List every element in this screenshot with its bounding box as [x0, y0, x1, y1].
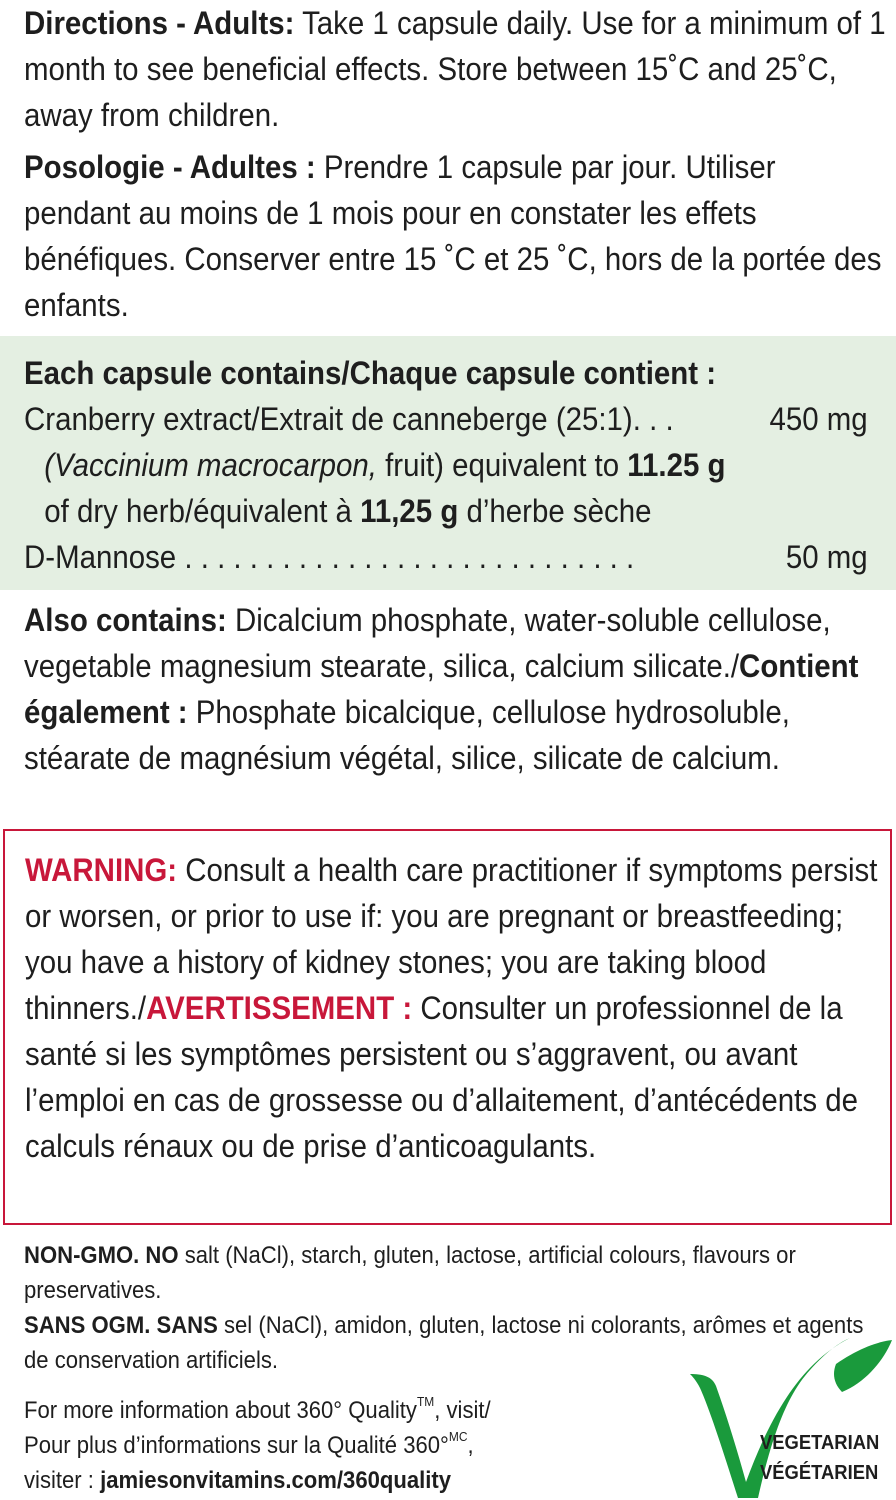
non-gmo-en-text: salt (NaCl), starch, gluten, lactose, artificial colours, flavours or preservatives. — [24, 1242, 796, 1304]
marque-de-commerce-mark: MC — [448, 1429, 468, 1444]
also-contains-section — [0, 597, 896, 781]
more-info-text-1: For more information about 360° Quality — [24, 1397, 417, 1424]
mannose-row — [24, 534, 868, 580]
directions-fr-label: Posologie - Adultes : — [24, 149, 316, 185]
mannose-label: D-Mannose . . . . . . . . . . . . . . . . . . . . . . . . . . . . — [24, 539, 635, 575]
cranberry-amount: 450 mg — [769, 401, 868, 437]
directions-en-label: Directions - Adults: — [24, 5, 295, 41]
non-gmo-en — [24, 1238, 889, 1308]
warning-fr-text: Consulter un professionnel de la santé si les symptômes persistent ou s’aggravent, ou avant l’emploi en cas de grossesse ou d’allaitement, d’antécédents de calculs rénaux ou de prise d’anticoagulants. — [25, 990, 859, 1164]
more-info-text-2b: , — [467, 1432, 474, 1459]
warning-fr-label: AVERTISSEMENT : — [146, 990, 413, 1026]
equiv-en-text: fruit) equivalent to — [376, 447, 628, 483]
also-en-text: Dicalcium phosphate, water-soluble cellulose, vegetable magnesium stearate, silica, calcium silicate./ — [24, 602, 831, 684]
vegetarian-en: VEGETARIAN — [760, 1432, 880, 1454]
website-link[interactable]: jamiesonvitamins.com/360quality — [100, 1467, 452, 1494]
equiv-en-amount: 11.25 g — [627, 447, 726, 483]
contents-heading-text: Each capsule contains/Chaque capsule contient : — [24, 355, 717, 391]
warning-en-text: Consult a health care practitioner if symptoms persist or worsen, or prior to use if: you are pregnant or breastfeeding; you have a history of kidney stones; you are taking blood thinners./ — [25, 852, 878, 1026]
non-gmo-en-label: NON-GMO. NO — [24, 1242, 179, 1269]
vegetarian-label — [760, 1428, 879, 1488]
cranberry-row — [24, 396, 868, 442]
more-info-text-3: visiter : — [24, 1467, 101, 1494]
equiv-fr-amount: 11,25 g — [360, 493, 459, 529]
cranberry-latin-row — [24, 442, 868, 488]
directions-fr-text: Prendre 1 capsule par jour. Utiliser pendant au moins de 1 mois pour en constater les effets bénéfiques. Conserver entre 15 ˚C et 25 ˚C, hors de la portée des enfants. — [24, 149, 882, 323]
mannose-amount: 50 mg — [785, 539, 868, 575]
trademark-mark: TM — [416, 1394, 435, 1409]
equiv-fr-suffix: d’herbe sèche — [458, 493, 652, 529]
non-gmo-fr-label: SANS OGM. SANS — [24, 1312, 218, 1339]
directions-fr — [24, 144, 889, 328]
cranberry-label: Cranberry extract/Extrait de canneberge (25:1). . . — [24, 401, 674, 437]
leaf-tip-shape — [834, 1340, 892, 1392]
also-fr-label: Contient également : — [24, 648, 859, 730]
more-info-text-1b: , visit/ — [434, 1397, 491, 1424]
warning-box — [3, 829, 892, 1225]
directions-en-text: Take 1 capsule daily. Use for a minimum of 1 month to see beneficial effects. Store between 15˚C and 25˚C, away from children. — [24, 5, 886, 133]
warning-en-label: WARNING: — [25, 852, 178, 888]
contents-heading — [24, 350, 868, 396]
also-en-label: Also contains: — [24, 602, 227, 638]
latin-name: (Vaccinium macrocarpon, — [44, 447, 377, 483]
more-info-text-2: Pour plus d’informations sur la Qualité 360° — [24, 1432, 449, 1459]
cranberry-equiv-row — [24, 488, 868, 534]
also-fr-text: Phosphate bicalcique, cellulose hydrosoluble, stéarate de magnésium végétal, silice, silicate de calcium. — [24, 694, 790, 776]
non-gmo-fr-text: sel (NaCl), amidon, gluten, lactose ni colorants, arômes et agents de conservation artificiels. — [24, 1312, 864, 1374]
directions-en — [24, 0, 889, 138]
directions-section — [0, 0, 896, 328]
vegetarian-fr: VÉGÉTARIEN — [760, 1462, 879, 1484]
capsule-contents-panel — [0, 336, 896, 590]
equiv-fr-text: of dry herb/équivalent à — [44, 493, 361, 529]
